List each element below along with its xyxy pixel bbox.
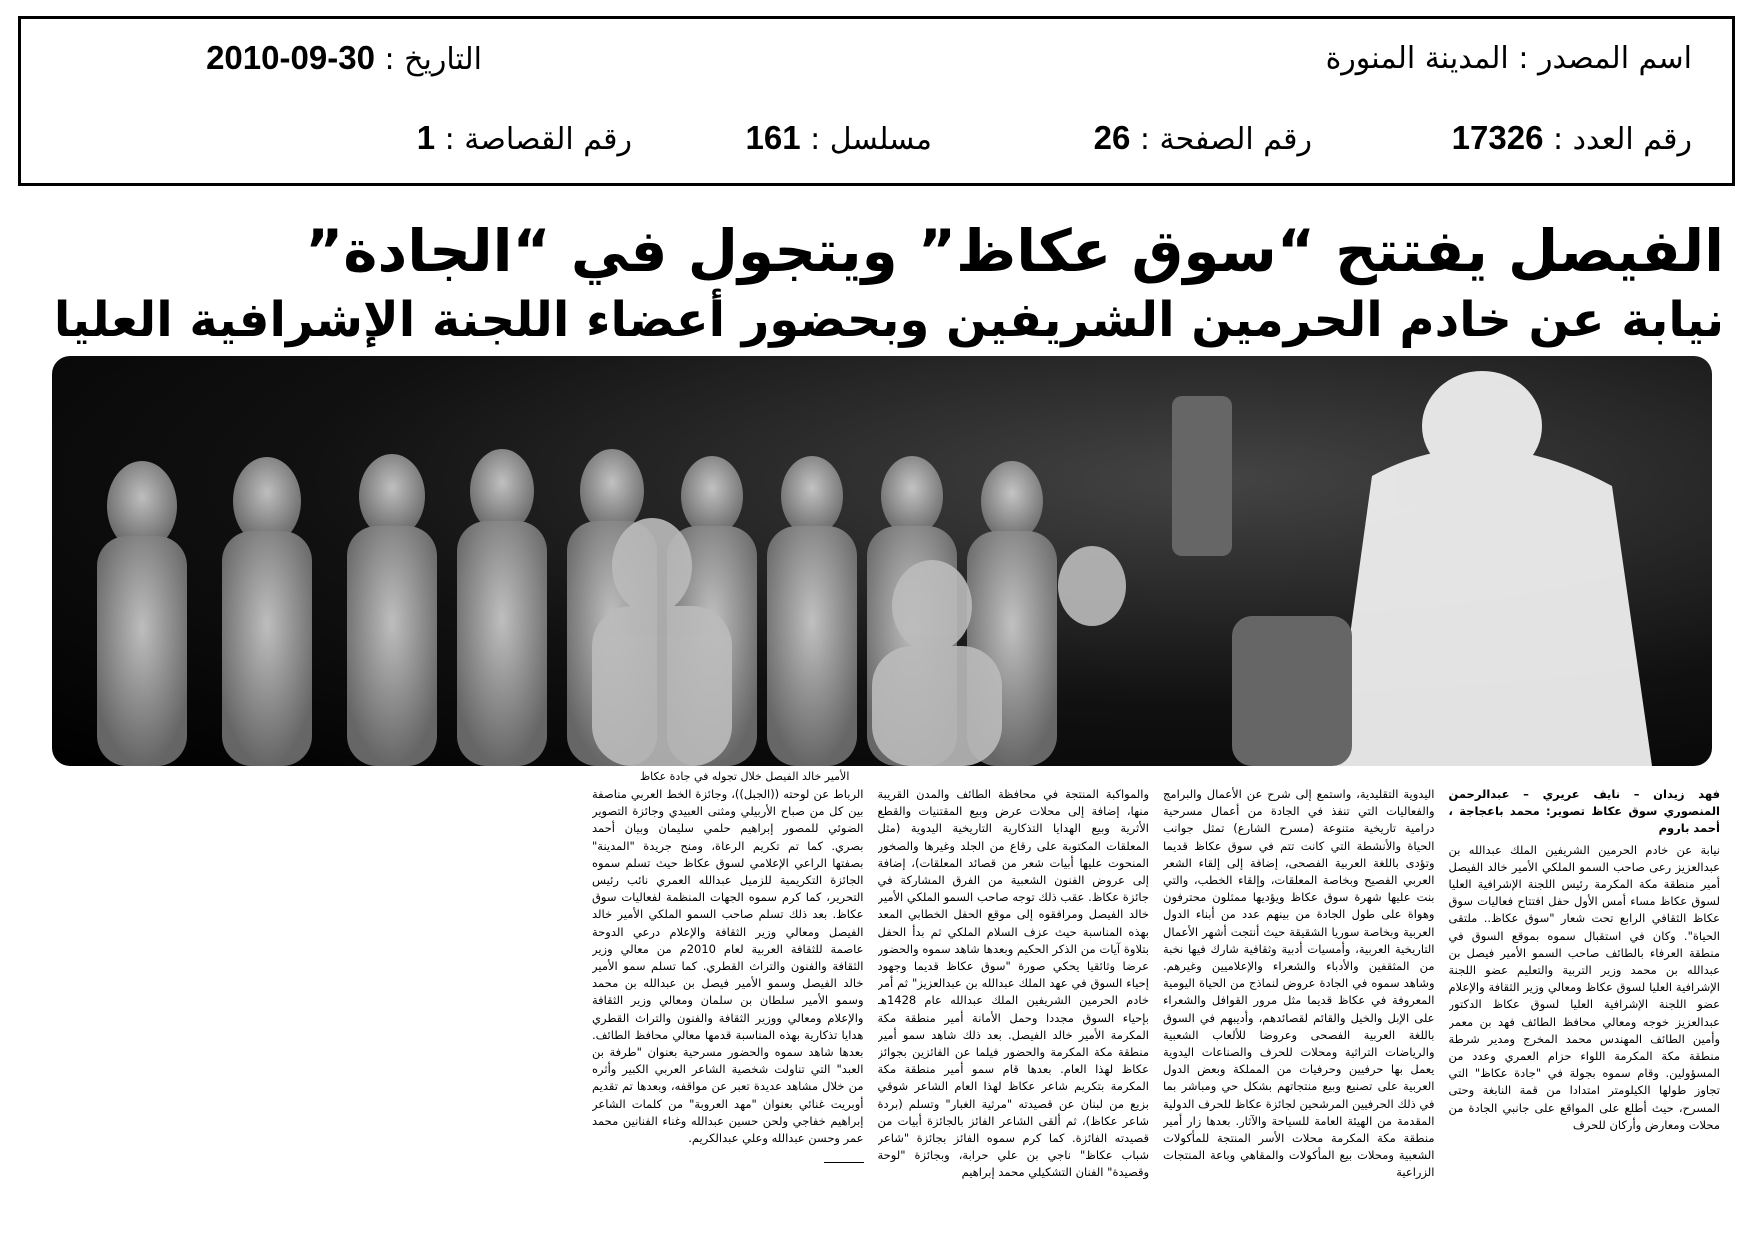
article-headline: الفيصل يفتتح “سوق عكاظ” ويتجول في “الجادة” [305,217,1724,285]
serial-label: مسلسل : [810,122,932,157]
column-text: نيابة عن خادم الحرمين الشريفين الملك عبدالله بن عبدالعزيز رعى صاحب السمو الملكي الأمير خالد الفيصل أمير منطقة مكة المكرمة رئيس اللجنة الإشرافية العليا لسوق عكاظ مساء أمس الأول حفل افتتاح فعاليات سوق عكاظ الثقافي الرابع تحت شعار "سوق عكاظ.. ملتقى الحياة". وكان في استقبال سموه بموقع السوق في منطقة العرفاء بالطائف صاحب السمو الأمير فيصل بن عبدالله بن محمد وزير التربية والتعليم عضو اللجنة الإشرافية العليا لسوق عكاظ ومعالي وزير الثقافة والإعلام عضو اللجنة الإشرافية العليا لسوق عكاظ الدكتور عبدالعزيز خوجه ومعالي محافظ الطائف فهد بن معمر وأمين الطائف المهندس محمد المخرج ومدير شرطة منطقة مكة المكرمة اللواء حزام العمري وعدد من المسؤولين. وقام سموه بجولة في "جادة عكاظ" التي تجاوز طولها الكيلومتر امتدادا من قمة النابغة وحتى المسرح، حيث أطلع على المواقع على جانبي الجادة من محلات ومعارض وأركان للحرف [1448,842,1720,1132]
column-text: اليدوية التقليدية، واستمع إلى شرح عن الأعمال والبرامج والفعاليات التي تنفذ في الجادة من أعمال مسرحية درامية تاريخية متنوعة (مسرح الشارع) تمثل جوانب الحياة والأنشطة التي كانت تتم في سوق عكاظ قديما وتؤدى باللغة العربية الفصحى، إضافة إلى إلقاء الشعر العربي الفصيح وبخاصة المعلقات، وإلقاء الخطب، والتي بنت عليها شهرة سوق عكاظ ويؤديها ممثلون محترفون وهواة على طول الجادة من بينهم عدد من أبناء الدول العربية وبخاصة سوريا الشقيقة حيث أنتجت أشهر الأعمال التاريخية العربية، وأمسيات أدبية وثقافية شارك فيها نخبة من المثقفين والأدباء والشعراء والإعلاميين وغيرهم. وشاهد سموه في الجادة عروض لنماذج من الحياة اليومية المعروفة في عكاظ قديما مثل مرور القوافل والشعراء على الإبل والخيل والقائم لقصائدهم، وأديبهم في السوق باللغة العربية الفصحى وعروضا للألعاب الشعبية والرياضات التراثية ومحلات للحرف والصناعات اليدوية يعمل بها حرفيين وحرفيات من المملكة وبعض الدول العربية على تصنيع وبيع منتجاتهم بشكل حي ومباشر بما في ذلك الحرفيين المرشحين لجائزة عكاظ للحرف الدولية المقدمة من الهيئة العامة للسياحة والآثار. بعدها زار أمير منطقة مكة المكرمة محلات الأسر المنتجة للمأكولات الشعبية ومحلات بيع المأكولات والمقاهي وباعة المنتجات الزراعية [1163,787,1435,1180]
source-value: المدينة المنورة [1325,41,1509,76]
clipping-info-box [18,16,1735,186]
photo-illustration [52,356,1712,766]
page-label: رقم الصفحة : [1139,122,1312,157]
clip-field [417,119,632,157]
date-value: 30-09-2010 [206,39,375,76]
photo-caption: الأمير خالد الفيصل خلال تجوله في جادة عكاظ [640,770,850,783]
serial-value: 161 [745,119,801,156]
article-photo [52,356,1712,766]
clip-label: رقم القصاصة : [444,122,632,157]
article-subheadline: نيابة عن خادم الحرمين الشريفين وبحضور أعضاء اللجنة الإشرافية العليا [53,292,1724,348]
source-field [1326,41,1692,76]
column-text: الرباط عن لوحته ((الجبل))، وجائزة الخط العربي مناصفة بين كل من صباح الأربيلي ومثنى العبيدي وجائزة التصوير الضوئي للمصور إبراهيم حلمي سليمان وبيان أحمد بصري. كما تم تكريم الرعاة، ومنح جريدة "المدينة" بصفتها الراعي الإعلامي لسوق عكاظ حيث تسلم سموه الجائزة التكريمية للزميل عبدالله العمري نائب رئيس التحرير، كما كرم سموه الجهات المنظمة لفعاليات سوق عكاظ. بعد ذلك تسلم صاحب السمو الملكي الأمير خالد الفيصل ومعالي وزير الثقافة والإعلام درعي الدوحة عاصمة للثقافة العربية لعام 2010م من معالي وزير الثقافة والفنون والتراث القطري. كما تسلم سمو الأمير خالد الفيصل وسمو الأمير فيصل بن عبدالله بن محمد وسمو الأمير سلطان بن سلمان ومعالي وزير الثقافة والإعلام ومعالي ووزير الثقافة والفنون والتراث القطري هدايا تذكارية بهذه المناسبة قدمها معالي محافظ الطائف. بعدها شاهد سموه والحضور مسرحية بعنوان "طرفة بن العبد" التي تناولت شخصية الشاعر العربي الكبير وأثره من خلال مشاهد عديدة تعبر عن مواقفه، وبعدها تم تقديم أوبريت غنائي بعنوان "مهد العروبة" من كلمات الشاعر إبراهيم خفاجي ولحن حسين عبدالله وغناء الفنانين محمد عمر وحسن عبدالله وعلي عبدالكريم. [592,787,864,1146]
page-value: 26 [1093,119,1131,156]
issue-field [1452,119,1692,157]
article-column-2 [1163,786,1435,1226]
article-column-3 [878,786,1150,1226]
source-label: اسم المصدر : [1518,41,1692,76]
page-field [1094,119,1312,157]
article-body [592,786,1720,1226]
article-credits: فهد زيدان – نايف عريري – عبدالرحمن المنصوري سوق عكاظ تصوير: محمد باعجاجة ، أحمد باروم [1448,787,1720,836]
article-column-1 [1449,786,1721,1226]
date-label: التاريخ : [384,42,482,77]
article-column-4 [592,786,864,1226]
issue-value: 17326 [1451,119,1544,156]
date-field [206,39,482,77]
issue-label: رقم العدد : [1552,122,1692,157]
column-text: والمواكبة المنتجة في محافظة الطائف والمدن القريبة منها، إضافة إلى محلات عرض وبيع المقتنيات والقطع الأثرية وبيع الهدايا التذكارية التاريخية اليدوية (مثل المعلقات المكتوبة على رقاع من الجلد وغيرها والصخور المنحوت عليها أبيات شعر من قصائد المعلقات)، إضافة إلى عروض الفنون الشعبية من الفرق المشاركة في جائزة عكاظ. عقب ذلك توجه صاحب السمو الملكي الأمير خالد الفيصل ومرافقوه إلى موقع الحفل الخطابي المعد بهذه المناسبة حيث عزف السلام الملكي ثم بدأ الحفل بتلاوة آيات من الذكر الحكيم وبعدها شاهد سموه والحضور عرضا وثائقيا يحكي صورة "سوق عكاظ قديما وجهود إحياء السوق في عهد الملك عبدالله بن عبدالعزيز" ثم أمر خادم الحرمين الشريفين الملك عبدالله عام 1428هـ بإحياء السوق مجددا وحمل الأمانة أمير منطقة مكة المكرمة الأمير خالد الفيصل. بعد ذلك شاهد سمو أمير منطقة مكة المكرمة والحضور فيلما عن الفائزين بجوائز عكاظ لهذا العام. بعدها قام سمو أمير منطقة مكة المكرمة بتكريم شاعر عكاظ لهذا العام الشاعر شوقي بزيع من لبنان عن قصيدته "مرثية الغبار" وتسلم (بردة شاعر عكاظ)، ثم ألقى الشاعر الفائز بالجائزة أبيات من قصيدته الفائزة. كما كرم سموه الفائز بجائزة "شاعر شباب عكاظ" ناجي بن علي حرابة، وبجائزة "لوحة وقصيدة" الفنان التشكيلي محمد إبراهيم [877,787,1149,1180]
clip-value: 1 [416,119,436,156]
serial-field [746,119,933,157]
article-end-rule [824,1162,864,1163]
